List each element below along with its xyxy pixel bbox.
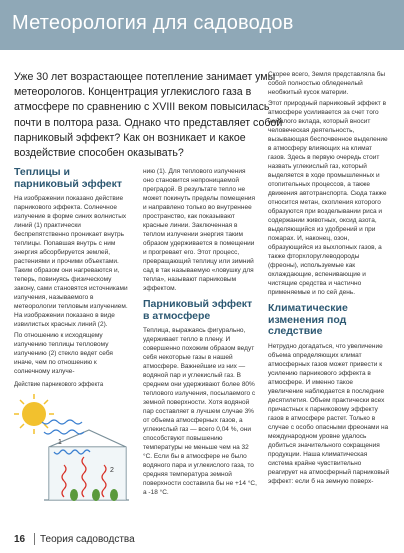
body-paragraph: По отношению к исходящему излучению теплицы тепловому излучению (2) стекло ведет себя иначе, чем по отношению к солнечному излуче- [14, 332, 113, 375]
body-paragraph: На изображении показано действие парникового эффекта. Солнечное излучение в форме синих волнистых линий (1) практически беспрепятственно проникает внутрь теплицы. Попавшая внутрь с ним энергия абсорбируется землей, растениями и прочими объектами. Таким образом они нагреваются и, теперь, повинуясь физическому закону, сами становятся источниками излучения, называемого в метеорологии тепловым излучением. На изображении показано в виде извилистых красных линий (2). [14, 195, 128, 328]
page-footer [0, 525, 404, 553]
body-paragraph: Этот природный парниковый эффект в атмосфере усиливается за счет того немалого вклада, который вносит человеческая деятельность, вызывающая беспочвенное выделение в атмосферу влияющих на климат газов. Здесь в первую очередь стоит назвать углекислый газ, который выделяется в ходе промышленных и отопительных процессов, а также движения автотранспорта. Сюда также относится метан, скопления которого образуются при возделывании риса и содержании животных, оксид азота, выделяющийся из удобрений и при пожарах. И, наконец, озон, образующийся из выхлопных газов, а также фторхлоруглеводороды (фреоны), используемые как охлаждающие, вспенивающие и чистящие средства и частично применяемые и по сей день. [268, 100, 388, 296]
column-right [268, 70, 390, 488]
page-number: 16 [14, 534, 26, 545]
intro-paragraph: Уже 30 лет возрастающее потепление занимает умы метеорологов. Концентрация углекислого газа в атмосфере по сравнению с XVIII веком повысилась почти в полтора раза. Однако что представляет собой парниковый эффект? Как он возникает и какое воздействие способен оказывать? [14, 71, 283, 160]
page-title: Метеорология для садоводов [12, 12, 294, 34]
section-heading-greenhouse: Теплицы и парниковый эффект [14, 166, 122, 190]
diagram-caption: Действие парникового эффекта [14, 382, 104, 388]
greenhouse-diagram [14, 392, 129, 512]
body-paragraph: Теплица, выражаясь фигурально, удерживает тепло в плену. И совершенно похожим образом ведут себя некоторые газы в нашей атмосфере. Важнейшие из них — водяной пар и углекислый газ. В среднем они удерживают более 80% теплового излучения, посылаемого с земной поверхности. Хотя водяной пар составляет в лучшем случае 3% от объема атмосферных газов, а углекислый газ — всего 0,04 %, они способствуют повышению температуры не меньше чем на 32 °С. Если бы в атмосфере не было водяного пара и углекислого газа, то средняя температура земной поверхности составила бы не +14 °С, а -18 °С. [143, 327, 257, 496]
section-heading-atmosphere: Парниковый эффект в атмосфере [143, 298, 253, 322]
sun-icon [14, 394, 54, 434]
body-paragraph: Скорее всего, Земля представляла бы собой полностью обледенелый необжитый кусок материи. [268, 71, 386, 96]
diagram-label-2: 2 [110, 467, 114, 474]
section-heading-climate-change: Климатические изменения под следствие [268, 302, 348, 337]
footer-divider [34, 533, 35, 545]
column-left [14, 167, 129, 378]
section-name: Теория садоводства [40, 534, 135, 545]
body-paragraph: Нетрудно догадаться, что увеличение объема определяющих климат атмосферных газов может привести к усилению парникового эффекта в атмосфере. И именно такое увеличение наблюдается в последние десятилетия. Объем практически всех причастных к парниковому эффекту газов в атмосфере растет. Только в случае с особо опасными фреонами на международном уровне удалось добиться значительного сокращения продукции. Наша климатическая система крайне чувствительно реагирует на атмосферный парниковый эффект: если б на земную поверх- [268, 342, 390, 485]
page-header [0, 0, 404, 50]
diagram-label-1: 1 [58, 439, 62, 446]
column-middle [143, 167, 258, 499]
body-paragraph: нию (1). Для теплового излучения оно становится непроницаемой преградой. В результате тепло не может покинуть пределы помещения и направлено только во внутреннее пространство, как показывают красные линии. Заключенная в теплом излучении энергия таким образом удерживается в помещении и прогревает его. Этот процесс, превращающий теплицу или зимний сад в так называемую «ловушку для тепла», называют парниковым эффектом. [143, 168, 256, 292]
